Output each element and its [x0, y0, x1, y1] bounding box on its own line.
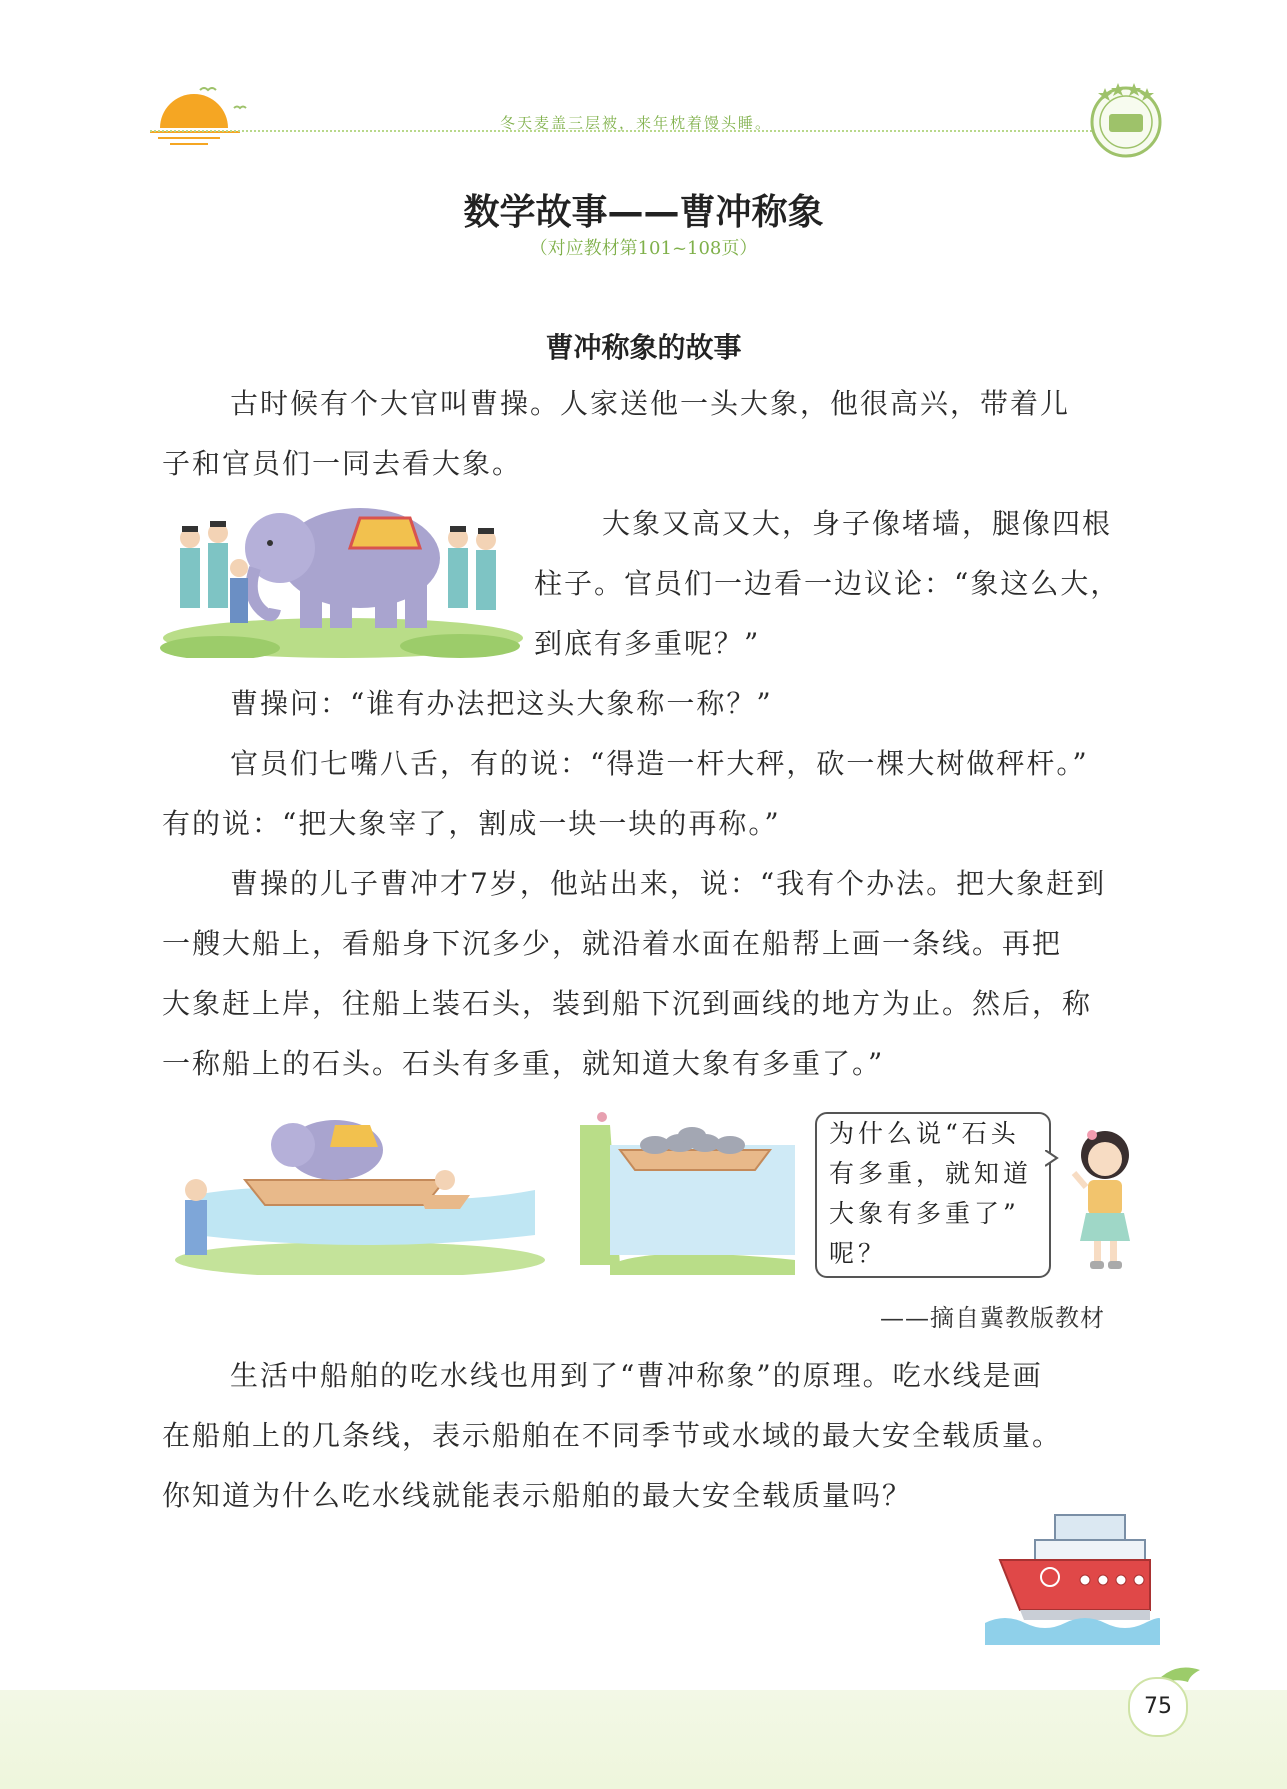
footer-band: [0, 1690, 1287, 1789]
text-line: 你知道为什么吃水线就能表示船舶的最大安全载质量吗？: [162, 1479, 913, 1512]
story-title: 曹冲称象的故事: [545, 331, 742, 364]
text-line: 古时候有个大官叫曹操。人家送他一头大象，他很高兴，带着儿: [230, 387, 1071, 420]
text-line: 有的说：“把大象宰了，割成一块一块的再称。”: [162, 807, 781, 840]
text-line: 官员们七嘴八舌，有的说：“得造一杆大秤，砍一棵大树做秤杆。”: [230, 747, 1089, 780]
page-title: 数学故事——曹冲称象: [463, 192, 824, 233]
page-subtitle: （对应教材第101~108页）: [529, 238, 758, 259]
text-line: 柱子。官员们一边看一边议论：“象这么大，: [534, 567, 1121, 600]
text-line: 大象又高又大，身子像堵墙，腿像四根: [602, 507, 1113, 540]
girl-illustration: [1068, 1125, 1143, 1275]
text-line: 一艘大船上，看船身下沉多少，就沿着水面在船帮上画一条线。再把: [162, 927, 1063, 960]
paragraph-6: [162, 1346, 1162, 1526]
paragraph-3: 曹操问：“谁有办法把这头大象称一称？”: [230, 687, 773, 720]
text-line: 一称船上的石头。石头有多重，就知道大象有多重了。”: [162, 1047, 885, 1080]
sun-icon: [150, 80, 260, 150]
header-proverb: 冬天麦盖三层被，来年枕着馒头睡。: [500, 114, 773, 132]
text-line: 在船舶上的几条线，表示船舶在不同季节或水域的最大安全载质量。: [162, 1419, 1063, 1452]
text-line: 大象赶上岸，往船上装石头，装到船下沉到画线的地方为止。然后，称: [162, 987, 1093, 1020]
text-line: 呢？: [829, 1239, 888, 1268]
text-line: 到底有多重呢？”: [534, 627, 761, 660]
ship-illustration: [985, 1505, 1160, 1645]
paragraph-5: [162, 854, 1162, 1094]
text-line: 为什么说“石头: [829, 1119, 1020, 1148]
text-line: 有多重，就知道: [829, 1159, 1033, 1188]
text-line: 曹操的儿子曹冲才7岁，他站出来，说：“我有个办法。把大象赶到: [230, 867, 1107, 900]
page-number: 75: [1128, 1677, 1188, 1737]
elephant-officials-illustration: [160, 488, 526, 658]
elephant-on-boat-illustration: [175, 1100, 545, 1275]
stones-on-boat-illustration: [580, 1105, 795, 1275]
logo-seal-icon: [1085, 78, 1167, 160]
bubble-text: [829, 1114, 1032, 1274]
paragraph-4: [162, 734, 1162, 854]
paragraph-1: [162, 374, 1162, 494]
source-citation: ——摘自冀教版教材: [880, 1304, 1105, 1332]
paragraph-2: [534, 494, 1164, 674]
text-line: 生活中船舶的吃水线也用到了“曹冲称象”的原理。吃水线是画: [230, 1359, 1043, 1392]
text-line: 子和官员们一同去看大象。: [162, 447, 523, 480]
speech-bubble-tail: [1045, 1150, 1059, 1170]
text-line: 大象有多重了”: [829, 1199, 1020, 1228]
